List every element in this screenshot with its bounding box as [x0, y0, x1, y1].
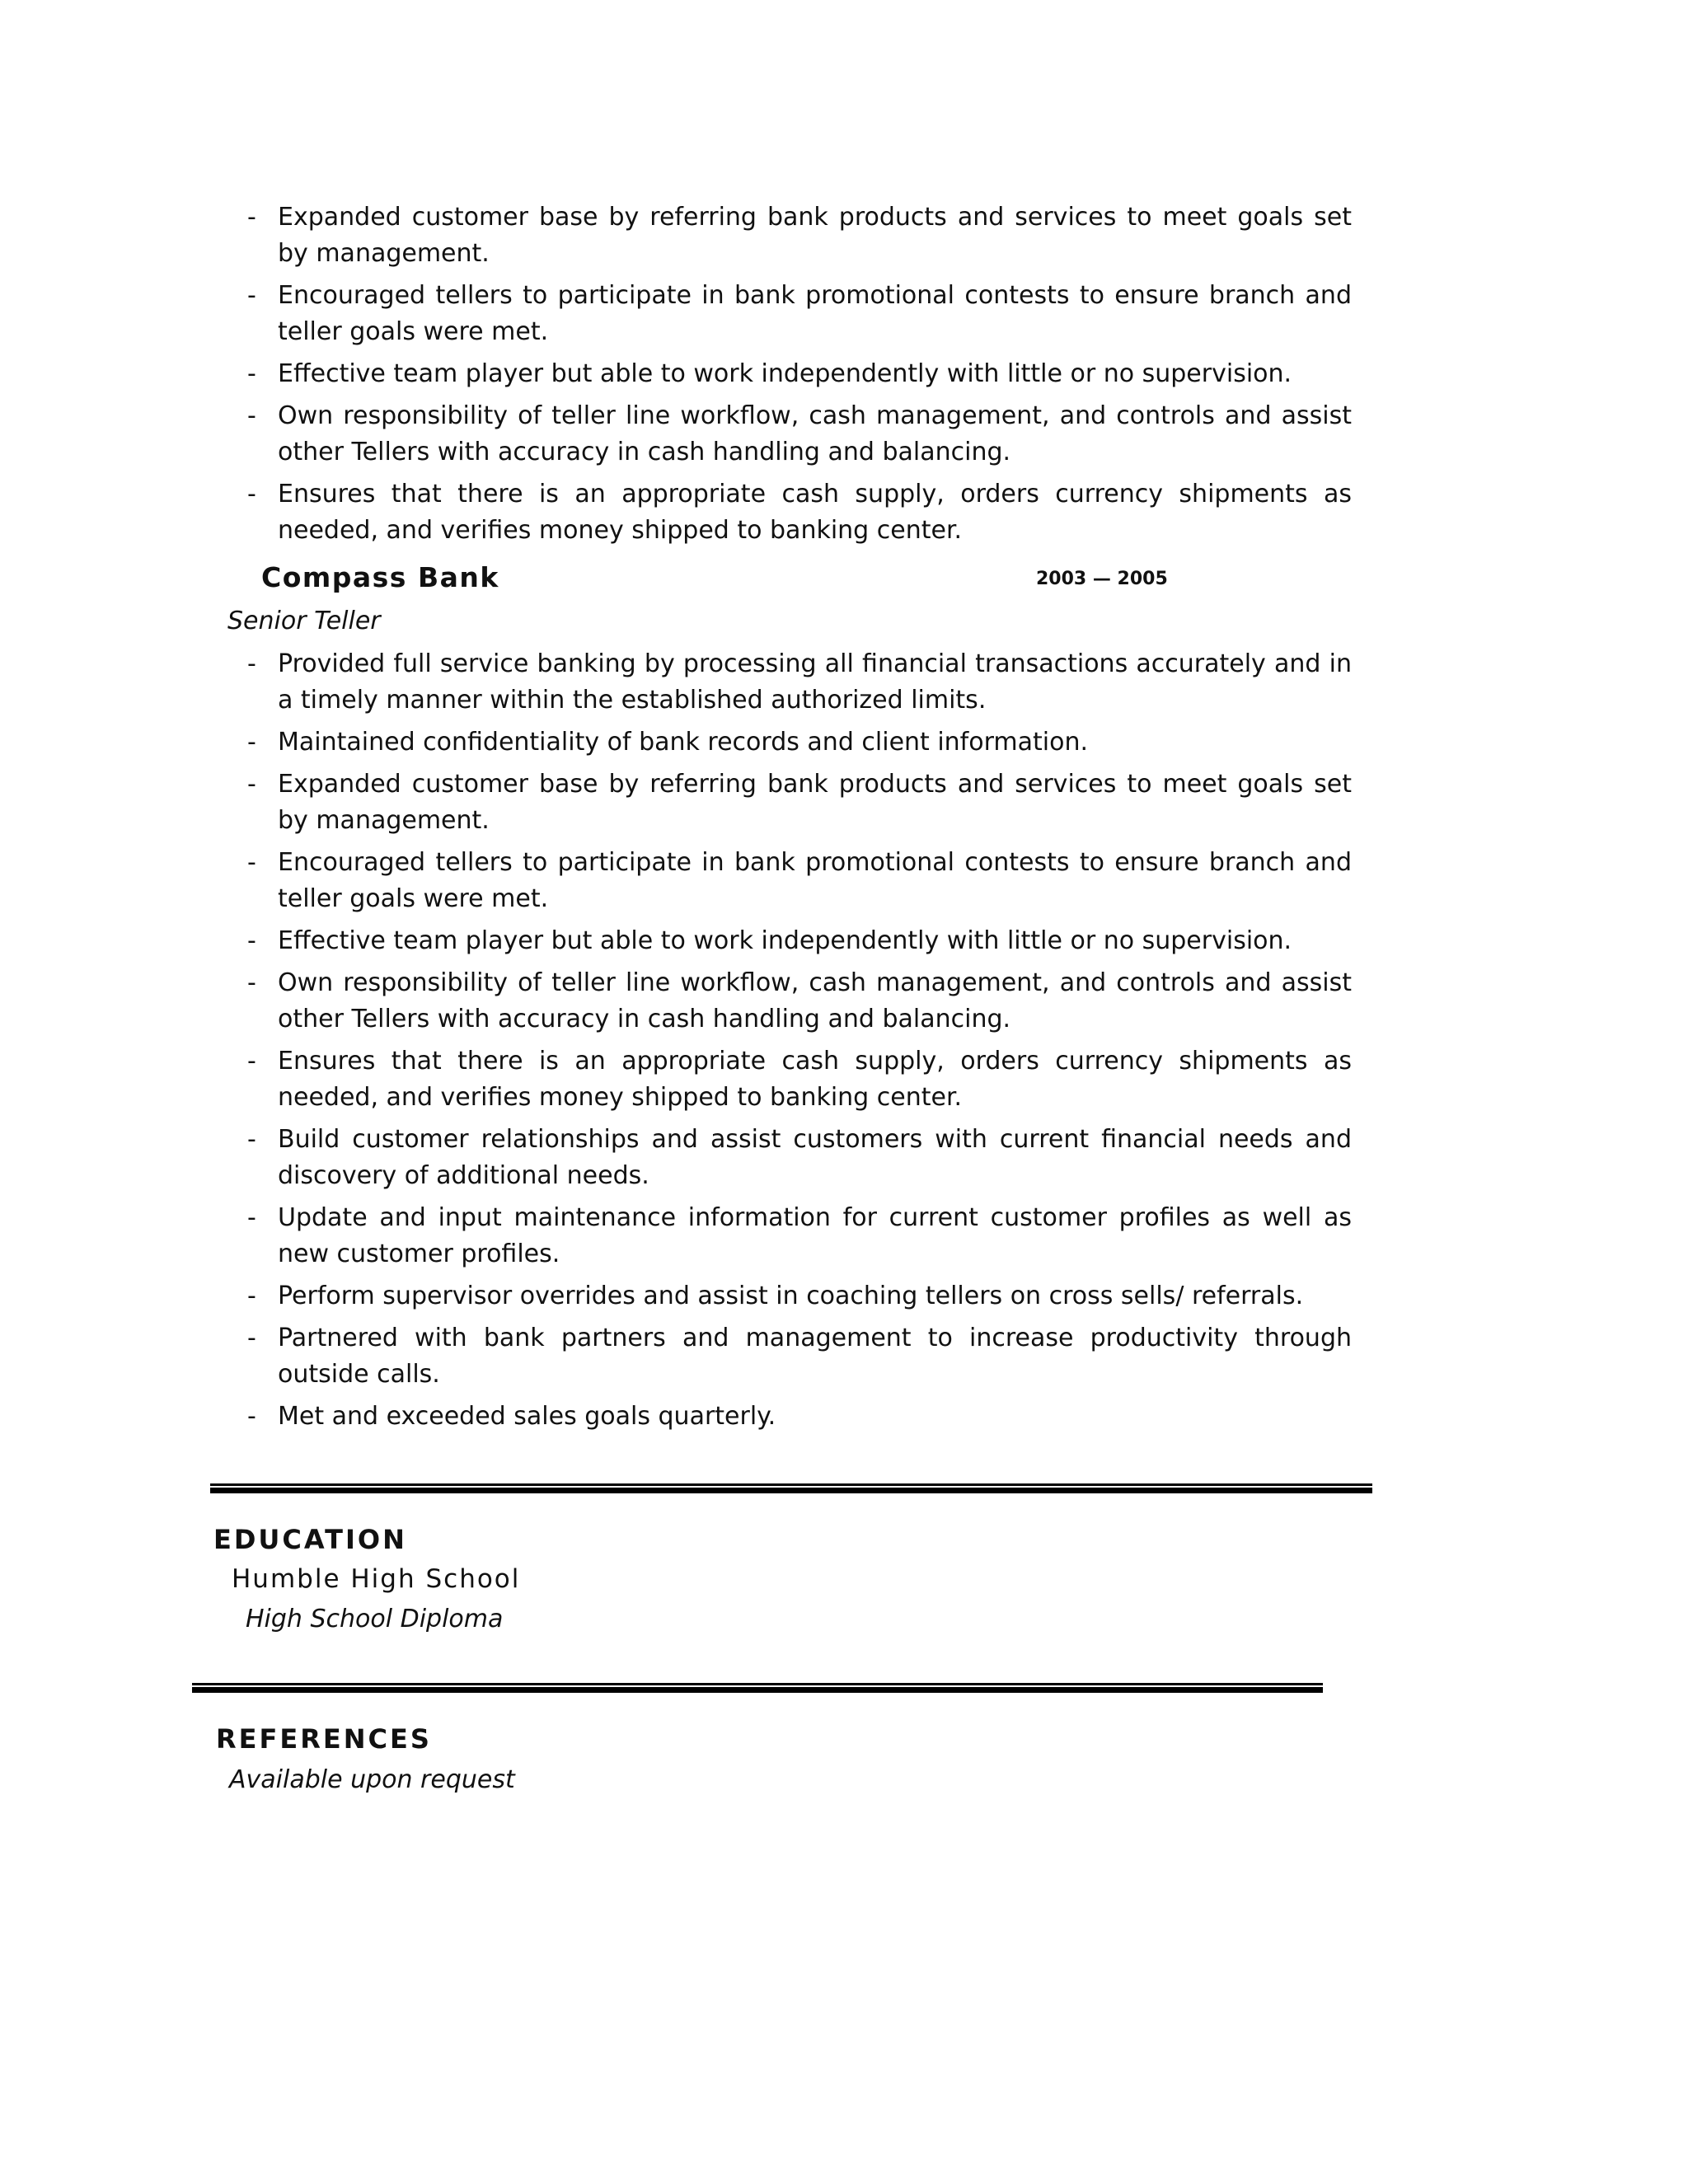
duty-text: Ensures that there is an appropriate cash supply, orders currency shipments as needed, and verifies money shipped to banking center. [278, 480, 1352, 545]
bullet-dash: - [247, 401, 256, 430]
bullet-dash: - [247, 1282, 256, 1310]
duty-text: Partnered with bank partners and management to increase productivity through outside calls. [278, 1324, 1352, 1389]
section-divider [192, 1683, 1323, 1693]
compass-duties-list [247, 646, 1352, 1441]
list-item [247, 1320, 1352, 1393]
duty-text: Encouraged tellers to participate in bank promotional contests to ensure branch and teller goals were met. [278, 281, 1352, 346]
duty-text: Effective team player but able to work independently with little or no supervision. [278, 359, 1292, 388]
list-item [247, 766, 1352, 839]
school-name: Humble High School [232, 1564, 521, 1594]
bullet-dash: - [247, 649, 256, 678]
list-item [247, 199, 1352, 272]
duty-text: Expanded customer base by referring bank products and services to meet goals set by management. [278, 770, 1352, 835]
list-item [247, 356, 1352, 392]
list-item [247, 923, 1352, 959]
section-divider [210, 1483, 1372, 1493]
bullet-dash: - [247, 770, 256, 799]
duty-text: Expanded customer base by referring bank products and services to meet goals set by management. [278, 203, 1352, 268]
duty-text: Encouraged tellers to participate in bank promotional contests to ensure branch and teller goals were met. [278, 848, 1352, 913]
divider-thick-line [210, 1488, 1372, 1493]
bullet-dash: - [247, 480, 256, 509]
divider-thin-line [210, 1483, 1372, 1486]
bullet-dash: - [247, 359, 256, 388]
list-item [247, 1200, 1352, 1272]
bullet-dash: - [247, 848, 256, 877]
divider-thin-line [192, 1683, 1323, 1685]
bullet-dash: - [247, 728, 256, 757]
bullet-dash: - [247, 926, 256, 955]
duty-text: Maintained confidentiality of bank records and client information. [278, 728, 1089, 757]
bullet-dash: - [247, 1402, 256, 1431]
duty-text: Own responsibility of teller line workflow, cash management, and controls and assist other Tellers with accuracy in cash handling and balancing. [278, 968, 1352, 1033]
education-heading: EDUCATION [213, 1524, 407, 1555]
list-item [247, 278, 1352, 350]
duty-text: Perform supervisor overrides and assist in coaching tellers on cross sells/ referrals. [278, 1282, 1304, 1310]
list-item [247, 1122, 1352, 1194]
divider-thick-line [192, 1687, 1323, 1693]
bullet-dash: - [247, 1125, 256, 1154]
job-title: Senior Teller [227, 607, 381, 635]
employment-dates: 2003 — 2005 [1036, 569, 1168, 589]
duty-text: Provided full service banking by processing all financial transactions accurately and in a timely manner within the established authorized limits. [278, 649, 1352, 715]
company-name: Compass Bank [261, 561, 499, 593]
bullet-dash: - [247, 281, 256, 310]
bullet-dash: - [247, 1047, 256, 1076]
list-item [247, 845, 1352, 917]
degree-name: High School Diploma [246, 1605, 504, 1633]
bullet-dash: - [247, 1324, 256, 1352]
list-item [247, 646, 1352, 719]
references-heading: REFERENCES [216, 1723, 432, 1755]
list-item [247, 1399, 1352, 1435]
previous-job-duties-list [247, 199, 1352, 555]
duty-text: Build customer relationships and assist customers with current financial needs and discovery of additional needs. [278, 1125, 1352, 1190]
duty-text: Update and input maintenance information for current customer profiles as well as new customer profiles. [278, 1203, 1352, 1268]
bullet-dash: - [247, 968, 256, 997]
list-item [247, 398, 1352, 471]
duty-text: Effective team player but able to work independently with little or no supervision. [278, 926, 1292, 955]
list-item [247, 1278, 1352, 1315]
list-item [247, 476, 1352, 549]
list-item [247, 1043, 1352, 1116]
list-item [247, 724, 1352, 761]
bullet-dash: - [247, 203, 256, 232]
list-item [247, 965, 1352, 1038]
bullet-dash: - [247, 1203, 256, 1232]
duty-text: Own responsibility of teller line workflow, cash management, and controls and assist other Tellers with accuracy in cash handling and balancing. [278, 401, 1352, 466]
duty-text: Met and exceeded sales goals quarterly. [278, 1402, 776, 1431]
references-note: Available upon request [229, 1765, 515, 1794]
duty-text: Ensures that there is an appropriate cash supply, orders currency shipments as needed, and verifies money shipped to banking center. [278, 1047, 1352, 1112]
